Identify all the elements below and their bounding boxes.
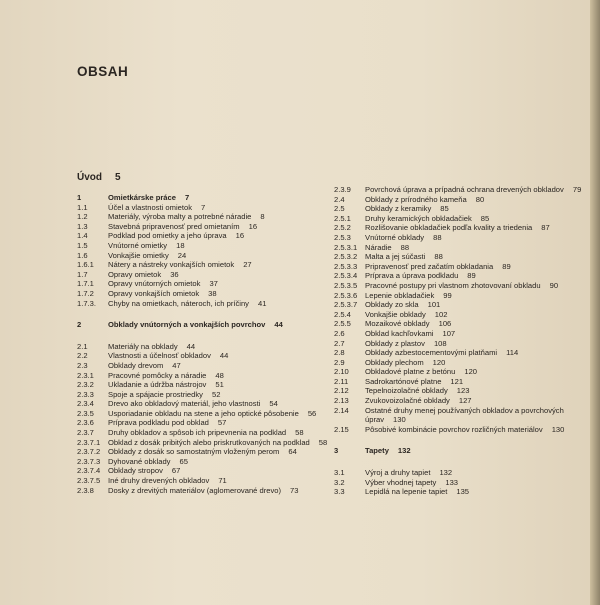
toc-entry-label: Pripravenosť pred začatím obkladania bbox=[365, 261, 494, 271]
toc-entry-label: Povrchová úprava a prípadná ochrana drevených obkladov bbox=[365, 185, 564, 194]
toc-entry-number: 1.1 bbox=[77, 202, 88, 212]
toc-entry-text bbox=[108, 320, 335, 330]
toc-entry-label: Druhy obkladov a spôsob ich pripevnenia na podklad bbox=[108, 428, 287, 438]
toc-entry-label: Zvukovoizolačné obklady bbox=[365, 396, 450, 406]
toc-entry-number: 2.3.9 bbox=[334, 185, 351, 194]
toc-entry-text bbox=[365, 377, 590, 387]
toc-entry-text bbox=[365, 271, 590, 281]
toc-entry-label: Obklady z prírodného kameňa bbox=[365, 194, 467, 204]
toc-entry-page: 106 bbox=[438, 319, 452, 329]
toc-entry-number: 2.5.2 bbox=[334, 223, 351, 233]
toc-entry-page: 130 bbox=[551, 424, 565, 434]
toc-entry-label: Obklady vnútorných a vonkajších povrchov bbox=[108, 320, 266, 330]
toc-entry-label: Tapety bbox=[365, 446, 389, 456]
toc-entry-number: 2.5.3.7 bbox=[334, 300, 358, 310]
toc-entry-label: Sadrokartónové platne bbox=[365, 376, 442, 386]
toc-entry-label: Drevo ako obkladový materiál, jeho vlastnosti bbox=[108, 399, 261, 409]
toc-entry-page: 52 bbox=[211, 389, 221, 399]
toc-entry-page: 44 bbox=[186, 341, 196, 351]
toc-entry-text bbox=[108, 212, 335, 222]
toc-entry bbox=[77, 279, 335, 289]
toc-entry-label: Malta a jej súčasti bbox=[365, 252, 426, 262]
toc-entry-page: 38 bbox=[208, 288, 217, 298]
toc-entry bbox=[77, 428, 335, 438]
toc-entry-text bbox=[108, 457, 335, 467]
toc-entry-label: Opravy vnútorných omietok bbox=[108, 279, 201, 289]
toc-entry-page: 87 bbox=[541, 223, 550, 233]
toc-entry bbox=[77, 203, 335, 213]
toc-entry-label: Náradie bbox=[365, 242, 392, 252]
toc-entry bbox=[334, 291, 590, 301]
toc-entry-label: Obklady drevom bbox=[108, 360, 164, 370]
toc-entry-label: Pôsobivé kombinácie povrchov rozličných materiálov bbox=[365, 424, 543, 434]
toc-entry-number: 2.3.7.5 bbox=[77, 476, 101, 486]
toc-entry-number: 2.9 bbox=[334, 357, 345, 367]
toc-entry-page: 71 bbox=[218, 476, 227, 486]
toc-entry-page: 107 bbox=[442, 328, 456, 338]
toc-entry bbox=[77, 371, 335, 381]
toc-entry-number: 2.3 bbox=[77, 360, 88, 370]
toc-entry-text bbox=[365, 300, 590, 310]
toc-entry-text bbox=[365, 348, 590, 358]
toc-entry bbox=[334, 446, 590, 456]
page-binding-edge bbox=[590, 0, 600, 605]
toc-entry-text bbox=[365, 358, 590, 368]
toc-entry-label: Podklad pod omietky a jeho úprava bbox=[108, 231, 227, 241]
toc-entry-number: 1.6.1 bbox=[77, 260, 94, 270]
contents-title: OBSAH bbox=[77, 64, 129, 79]
toc-entry-label: Vnútorné omietky bbox=[108, 240, 168, 250]
toc-entry-text bbox=[108, 399, 335, 409]
toc-entry-text bbox=[108, 447, 335, 457]
toc-entry-text bbox=[365, 386, 590, 396]
toc-entry-label: Tepelnoizolačné obklady bbox=[365, 386, 448, 396]
toc-entry-page: 41 bbox=[257, 298, 267, 308]
toc-entry-page: 7 bbox=[201, 202, 206, 212]
toc-entry-page: 123 bbox=[456, 386, 470, 396]
toc-entry-page: 121 bbox=[450, 376, 464, 386]
toc-entry-label: Obklady z keramiky bbox=[365, 204, 432, 214]
toc-entry-page: 36 bbox=[170, 269, 179, 279]
toc-entry-text bbox=[108, 193, 335, 203]
toc-entry-number: 2.3.7.4 bbox=[77, 466, 101, 476]
toc-entry-text bbox=[108, 486, 335, 496]
toc-right-column bbox=[334, 185, 590, 497]
toc-entry-label: Iné druhy drevených obkladov bbox=[108, 476, 210, 486]
toc-entry-number: 2.6 bbox=[334, 328, 345, 338]
toc-entry-number: 2.14 bbox=[334, 405, 349, 415]
toc-entry-number: 2.7 bbox=[334, 338, 345, 348]
toc-entry-page: 127 bbox=[458, 396, 472, 406]
toc-entry bbox=[334, 396, 590, 406]
toc-entry-label: Obklady z dosák so samostatným vloženým perom bbox=[108, 447, 280, 457]
toc-entry bbox=[77, 418, 335, 428]
toc-entry-page: 114 bbox=[506, 348, 519, 358]
toc-entry-label: Stavebná pripravenosť pred omietaním bbox=[108, 221, 240, 231]
toc-entry-number: 1 bbox=[77, 193, 82, 202]
toc-entry-label: Obklady zo skla bbox=[365, 300, 419, 310]
toc-entry-text bbox=[365, 243, 590, 253]
toc-entry-text bbox=[108, 222, 335, 232]
toc-entry-label: Vnútorné obklady bbox=[365, 232, 425, 242]
toc-entry-page: 24 bbox=[177, 250, 187, 260]
toc-entry bbox=[334, 386, 590, 396]
toc-entry-text bbox=[108, 260, 335, 270]
toc-entry-text bbox=[108, 418, 335, 428]
toc-entry bbox=[77, 486, 335, 496]
toc-entry-text bbox=[365, 291, 590, 301]
toc-entry-number: 2.3.6 bbox=[77, 418, 94, 428]
toc-entry-number: 2 bbox=[77, 320, 82, 330]
toc-entry-page: 57 bbox=[217, 418, 227, 428]
toc-entry-number: 1.2 bbox=[77, 212, 88, 222]
toc-entry-text bbox=[108, 203, 335, 213]
toc-entry-number: 2.5.3.5 bbox=[334, 280, 358, 290]
toc-entry-page: 54 bbox=[269, 399, 278, 409]
toc-intro-label: Úvod bbox=[77, 172, 102, 183]
toc-entry-number: 2.3.8 bbox=[77, 485, 94, 495]
toc-entry bbox=[334, 406, 590, 425]
toc-entry-page: 88 bbox=[400, 242, 410, 252]
toc-entry bbox=[334, 233, 590, 243]
toc-entry bbox=[334, 300, 590, 310]
toc-entry bbox=[77, 289, 335, 299]
toc-entry-page: 108 bbox=[433, 338, 447, 348]
toc-entry-label: Nátery a nástreky vonkajších omietok bbox=[108, 260, 235, 270]
toc-entry-page: 88 bbox=[434, 252, 443, 262]
toc-entry-number: 1.6 bbox=[77, 250, 88, 260]
toc-entry-text bbox=[108, 428, 335, 438]
toc-entry-page: 89 bbox=[502, 261, 511, 271]
toc-entry-text bbox=[108, 299, 335, 309]
toc-entry-label: Vonkajšie obklady bbox=[365, 309, 426, 319]
toc-entry bbox=[77, 342, 335, 352]
toc-entry-text bbox=[365, 396, 590, 406]
toc-entry-number: 2.11 bbox=[334, 376, 349, 386]
toc-entry bbox=[334, 214, 590, 224]
toc-entry-text bbox=[365, 262, 590, 272]
toc-entry bbox=[334, 185, 590, 195]
toc-entry-label: Účel a vlastnosti omietok bbox=[108, 202, 192, 212]
toc-entry-number: 2.1 bbox=[77, 341, 88, 351]
toc-entry bbox=[334, 329, 590, 339]
toc-entry bbox=[334, 204, 590, 214]
toc-entry bbox=[77, 380, 335, 390]
toc-intro bbox=[77, 172, 121, 183]
toc-entry-label: Dyhované obklady bbox=[108, 456, 171, 466]
toc-entry-number: 2.5.5 bbox=[334, 319, 351, 329]
toc-entry-label: Opravy omietok bbox=[108, 269, 162, 279]
toc-entry-label: Príprava podkladu pod obklad bbox=[108, 418, 209, 428]
toc-entry-label: Vlastnosti a účelnosť obkladov bbox=[108, 351, 211, 361]
toc-entry-number: 1.7 bbox=[77, 269, 88, 279]
toc-entry bbox=[77, 447, 335, 457]
toc-intro-page: 5 bbox=[115, 172, 121, 183]
toc-entry-number: 2.5.1 bbox=[334, 213, 351, 223]
toc-entry bbox=[77, 193, 335, 203]
toc-entry-page: 56 bbox=[307, 408, 317, 418]
toc-entry-text bbox=[108, 289, 335, 299]
toc-entry-number: 2.3.1 bbox=[77, 370, 94, 380]
toc-entry-number: 3 bbox=[334, 446, 339, 456]
toc-entry bbox=[334, 252, 590, 262]
toc-entry-text bbox=[365, 310, 590, 320]
toc-entry bbox=[334, 478, 590, 488]
toc-entry-number: 2.15 bbox=[334, 424, 349, 434]
toc-entry-page: 18 bbox=[176, 240, 185, 250]
toc-entry-page: 44 bbox=[274, 320, 283, 330]
toc-entry-page: 133 bbox=[445, 477, 459, 487]
toc-entry-label: Ostatné druhy menej používaných obkladov a povrchových úprav bbox=[365, 405, 564, 425]
toc-entry bbox=[77, 260, 335, 270]
toc-left-column bbox=[77, 193, 335, 495]
toc-entry-number: 2.5 bbox=[334, 204, 345, 214]
toc-entry bbox=[77, 351, 335, 361]
toc-entry bbox=[77, 320, 335, 330]
toc-entry-text bbox=[365, 281, 590, 291]
toc-entry-label: Lepenie obkladačiek bbox=[365, 290, 435, 300]
toc-entry-label: Rozlišovanie obkladačiek podľa kvality a triedenia bbox=[365, 223, 533, 233]
toc-entry-page: 101 bbox=[427, 300, 441, 310]
toc-entry bbox=[77, 231, 335, 241]
toc-entry-text bbox=[365, 319, 590, 329]
toc-entry-page: 120 bbox=[464, 367, 478, 377]
toc-entry-page: 67 bbox=[171, 466, 181, 476]
toc-entry-number: 2.2 bbox=[77, 351, 88, 361]
toc-entry bbox=[334, 195, 590, 205]
toc-entry-page: 65 bbox=[179, 456, 188, 466]
toc-entry bbox=[77, 241, 335, 251]
toc-entry-page: 27 bbox=[243, 260, 252, 270]
toc-entry-page: 90 bbox=[549, 280, 559, 290]
toc-entry-page: 80 bbox=[475, 194, 485, 204]
toc-entry bbox=[77, 212, 335, 222]
toc-entry-text bbox=[365, 233, 590, 243]
toc-entry-text bbox=[365, 425, 590, 435]
toc-entry-number: 2.5.3 bbox=[334, 232, 351, 242]
toc-entry-text bbox=[365, 339, 590, 349]
toc-entry-label: Pracovné pomôcky a náradie bbox=[108, 370, 207, 380]
toc-entry-page: 37 bbox=[209, 279, 218, 289]
toc-entry-number: 1.5 bbox=[77, 240, 88, 250]
toc-entry-text bbox=[108, 270, 335, 280]
toc-entry-page: 132 bbox=[439, 468, 453, 478]
toc-entry bbox=[77, 399, 335, 409]
toc-entry bbox=[334, 262, 590, 272]
toc-entry-label: Výber vhodnej tapety bbox=[365, 477, 437, 487]
toc-entry-text bbox=[108, 476, 335, 486]
toc-entry-number: 2.3.3 bbox=[77, 389, 94, 399]
toc-entry-page: 16 bbox=[235, 231, 245, 241]
toc-entry-number: 1.7.3. bbox=[77, 298, 96, 308]
toc-entry-page: 51 bbox=[215, 380, 224, 390]
toc-entry-text bbox=[108, 231, 335, 241]
toc-entry-label: Druhy keramických obkladačiek bbox=[365, 213, 472, 223]
toc-entry-label: Ukladanie a údržba nástrojov bbox=[108, 380, 207, 390]
toc-entry bbox=[334, 377, 590, 387]
toc-entry-number: 2.5.3.1 bbox=[334, 242, 358, 252]
toc-entry-label: Chyby na omietkach, náteroch, ich príčiny bbox=[108, 298, 249, 308]
toc-entry bbox=[334, 487, 590, 497]
toc-entry-page: 47 bbox=[172, 360, 181, 370]
toc-entry bbox=[77, 390, 335, 400]
toc-entry-text bbox=[108, 390, 335, 400]
toc-entry-text bbox=[108, 241, 335, 251]
toc-entry-number: 1.3 bbox=[77, 221, 88, 231]
toc-entry-page: 48 bbox=[215, 370, 224, 380]
toc-entry-page: 64 bbox=[288, 447, 297, 457]
toc-entry-page: 135 bbox=[456, 487, 470, 497]
toc-entry-number: 2.3.5 bbox=[77, 408, 94, 418]
toc-entry-text bbox=[108, 279, 335, 289]
toc-entry-number: 2.3.2 bbox=[77, 380, 94, 390]
toc-entry-label: Obklady z plastov bbox=[365, 338, 425, 348]
toc-entry-text bbox=[108, 351, 335, 361]
toc-entry-label: Výroj a druhy tapiet bbox=[365, 468, 431, 478]
toc-entry-page: 8 bbox=[260, 212, 265, 222]
toc-entry-label: Obklad z dosák pribitých alebo priskrutkovaných na podklad bbox=[108, 437, 310, 447]
toc-entry-page: 102 bbox=[434, 309, 448, 319]
toc-entry-label: Lepidlá na lepenie tapiet bbox=[365, 487, 448, 497]
toc-entry-label: Obklad kachľovkami bbox=[365, 328, 434, 338]
toc-entry-page: 88 bbox=[433, 232, 442, 242]
toc-entry bbox=[334, 339, 590, 349]
toc-entry-number: 2.3.7.1 bbox=[77, 437, 101, 447]
toc-entry-number: 2.5.3.6 bbox=[334, 290, 358, 300]
toc-entry-text bbox=[108, 371, 335, 381]
toc-entry-number: 2.4 bbox=[334, 194, 345, 204]
toc-entry-number: 2.3.7.2 bbox=[77, 447, 101, 457]
toc-entry-page: 58 bbox=[318, 437, 328, 447]
toc-entry-number: 1.7.1 bbox=[77, 279, 94, 289]
toc-entry-page: 85 bbox=[480, 213, 490, 223]
toc-entry-text bbox=[108, 361, 335, 371]
toc-entry-label: Obklady azbestocementovými platňami bbox=[365, 348, 498, 358]
toc-entry-page: 130 bbox=[393, 415, 406, 425]
toc-entry-text bbox=[365, 406, 590, 425]
toc-entry-page: 89 bbox=[467, 271, 476, 281]
toc-entry bbox=[334, 243, 590, 253]
toc-entry-text bbox=[365, 446, 590, 456]
toc-entry-page: 120 bbox=[432, 357, 446, 367]
toc-entry-label: Vonkajšie omietky bbox=[108, 250, 169, 260]
toc-entry-label: Materiály na obklady bbox=[108, 341, 178, 351]
toc-entry-text bbox=[365, 367, 590, 377]
toc-entry-number: 2.5.4 bbox=[334, 309, 351, 319]
toc-entry-page: 7 bbox=[184, 193, 190, 202]
toc-entry-page: 58 bbox=[295, 428, 304, 438]
toc-entry-page: 79 bbox=[572, 185, 582, 194]
toc-entry bbox=[77, 299, 335, 309]
toc-entry bbox=[77, 361, 335, 371]
toc-entry-number: 2.3.7 bbox=[77, 428, 94, 438]
toc-entry bbox=[334, 319, 590, 329]
toc-entry-label: Opravy vonkajších omietok bbox=[108, 288, 200, 298]
toc-entry-page: 132 bbox=[397, 446, 411, 456]
toc-entry-text bbox=[365, 487, 590, 497]
toc-entry-text bbox=[365, 195, 590, 205]
toc-entry-label: Dosky z drevitých materiálov (aglomerované drevo) bbox=[108, 485, 282, 495]
toc-entry bbox=[77, 270, 335, 280]
toc-entry-page: 16 bbox=[248, 221, 258, 231]
toc-entry bbox=[334, 425, 590, 435]
toc-entry-label: Materiály, výroba malty a potrebné náradie bbox=[108, 212, 252, 222]
toc-entry-number: 3.2 bbox=[334, 477, 345, 487]
toc-entry-number: 2.5.3.4 bbox=[334, 271, 358, 281]
toc-entry bbox=[77, 251, 335, 261]
toc-entry bbox=[77, 222, 335, 232]
toc-entry-label: Mozaikové obklady bbox=[365, 319, 430, 329]
toc-entry-page: 85 bbox=[440, 204, 449, 214]
toc-entry-text bbox=[365, 329, 590, 339]
toc-entry-number: 2.10 bbox=[334, 367, 349, 377]
toc-entry bbox=[334, 367, 590, 377]
toc-entry-page: 44 bbox=[219, 351, 229, 361]
toc-entry-page: 99 bbox=[443, 290, 452, 300]
toc-entry-page: 73 bbox=[290, 485, 299, 495]
toc-entry-number: 1.4 bbox=[77, 231, 88, 241]
toc-entry-text bbox=[108, 251, 335, 261]
toc-entry-text bbox=[365, 223, 590, 233]
toc-entry-text bbox=[365, 478, 590, 488]
toc-entry-text bbox=[108, 342, 335, 352]
toc-entry-number: 1.7.2 bbox=[77, 288, 94, 298]
toc-entry bbox=[77, 438, 335, 448]
toc-entry-text bbox=[365, 468, 590, 478]
toc-entry-text bbox=[108, 409, 335, 419]
toc-entry-text bbox=[365, 252, 590, 262]
toc-entry-number: 2.12 bbox=[334, 386, 349, 396]
toc-entry-text bbox=[108, 438, 335, 448]
toc-entry bbox=[77, 466, 335, 476]
toc-entry-number: 2.13 bbox=[334, 396, 349, 406]
toc-entry-number: 2.3.7.3 bbox=[77, 456, 101, 466]
toc-entry-text bbox=[108, 380, 335, 390]
toc-entry-label: Usporiadanie obkladu na stene a jeho optické pôsobenie bbox=[108, 408, 299, 418]
toc-entry-label: Omietkárske práce bbox=[108, 193, 176, 202]
toc-entry bbox=[334, 281, 590, 291]
toc-entry bbox=[77, 409, 335, 419]
toc-entry bbox=[77, 476, 335, 486]
toc-entry-label: Obklady plechom bbox=[365, 357, 424, 367]
toc-entry bbox=[334, 348, 590, 358]
toc-entry-number: 2.3.4 bbox=[77, 399, 94, 409]
toc-entry bbox=[334, 310, 590, 320]
toc-entry-number: 2.5.3.2 bbox=[334, 252, 358, 262]
toc-entry-text bbox=[365, 204, 590, 214]
toc-entry-label: Spoje a spájacie prostriedky bbox=[108, 389, 203, 399]
toc-entry-number: 3.1 bbox=[334, 468, 345, 478]
toc-entry bbox=[334, 358, 590, 368]
toc-entry-number: 3.3 bbox=[334, 487, 345, 497]
toc-entry-label: Obkladové platne z betónu bbox=[365, 367, 456, 377]
toc-entry-label: Pracovné postupy pri vlastnom zhotovovaní obkladu bbox=[365, 280, 541, 290]
toc-entry bbox=[77, 457, 335, 467]
toc-entry-label: Obklady stropov bbox=[108, 466, 163, 476]
toc-entry-number: 2.8 bbox=[334, 348, 345, 358]
toc-entry-label: Príprava a úprava podkladu bbox=[365, 271, 459, 281]
toc-entry bbox=[334, 271, 590, 281]
toc-entry-text bbox=[108, 466, 335, 476]
toc-entry-text bbox=[365, 185, 590, 195]
toc-entry bbox=[334, 223, 590, 233]
toc-entry bbox=[334, 468, 590, 478]
toc-entry-text bbox=[365, 214, 590, 224]
toc-entry-number: 2.5.3.3 bbox=[334, 261, 358, 271]
